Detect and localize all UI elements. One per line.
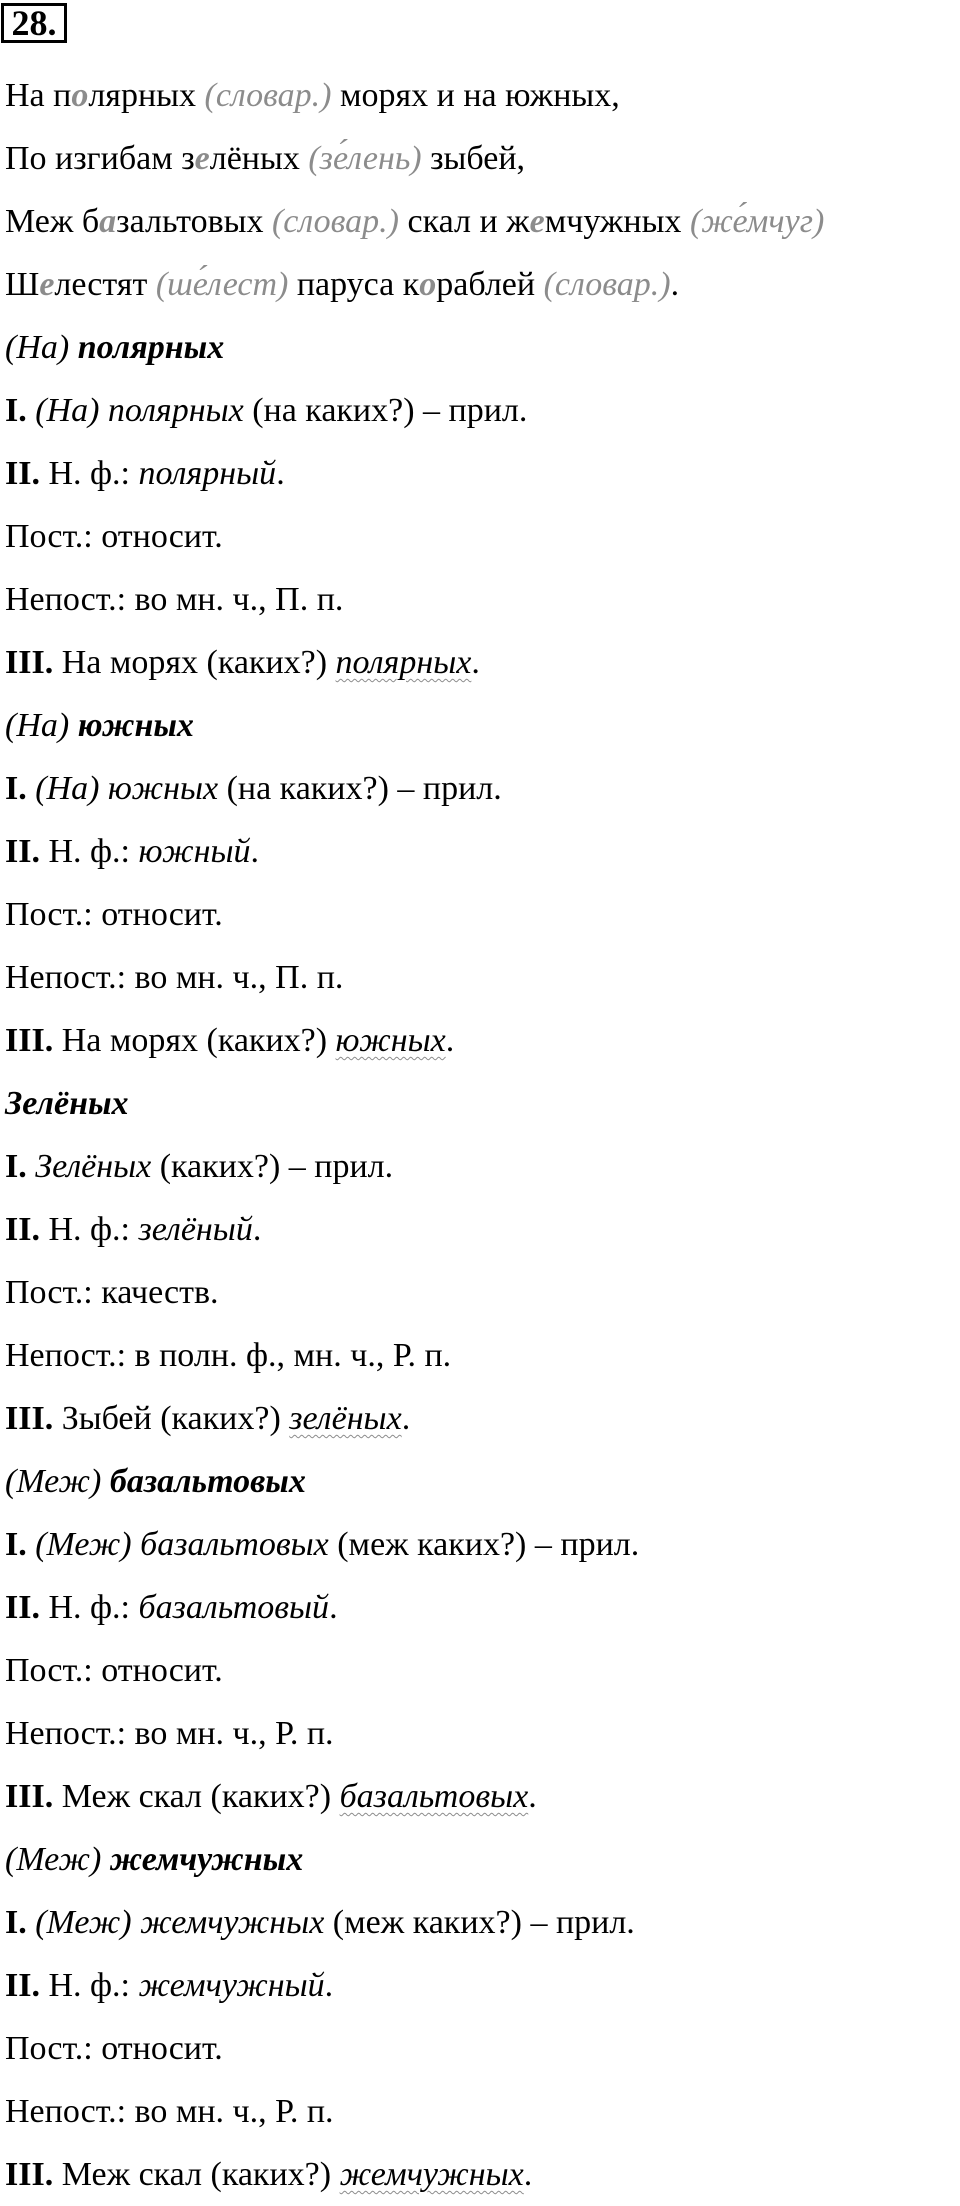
step-word: (Меж) жемчужных [35, 1904, 325, 1941]
step-label: I. [5, 770, 27, 807]
poem-text: лярных [88, 77, 196, 114]
step-label: I. [5, 392, 27, 429]
task-number-box: 28. [1, 3, 67, 43]
step-text: (меж каких?) – прил. [332, 1904, 635, 1941]
poem-text: зальтовых [116, 203, 264, 240]
parse-step-2: II. Н. ф.: зелёный. [5, 1211, 262, 1248]
heading-prefix: (Меж) [5, 1841, 102, 1878]
poem-text: зыбей, [430, 140, 526, 177]
step-text: (каких?) – прил. [159, 1148, 394, 1185]
step-text: На морях (каких?) [61, 1022, 328, 1059]
highlighted-vowel: о [71, 77, 89, 114]
step-text: (на каких?) – прил. [226, 770, 502, 807]
check-note: (словар.) [543, 266, 671, 303]
heading-prefix: (На) [5, 707, 70, 744]
heading-prefix: (На) [5, 329, 70, 366]
step-text: Н. ф.: [48, 833, 130, 870]
highlighted-vowel: а [99, 203, 117, 240]
parse-nepost: Непост.: во мн. ч., Р. п. [5, 2093, 334, 2130]
parse-step-1 [5, 757, 960, 820]
step-label: II. [5, 1589, 40, 1626]
check-note: (словар.) [204, 77, 332, 114]
parse-step-1 [5, 1135, 960, 1198]
parse-heading [5, 694, 960, 757]
step-word: (Меж) базальтовых [35, 1526, 329, 1563]
heading-word: базальтовых [109, 1463, 306, 1500]
parse-nepost: Непост.: во мн. ч., П. п. [5, 581, 344, 618]
parse-step-2: II. Н. ф.: полярный. [5, 455, 285, 492]
highlighted-vowel: е [39, 266, 55, 303]
poem-text: лестят [54, 266, 148, 303]
highlighted-vowel: е [194, 140, 210, 177]
initial-form: южный [138, 833, 251, 870]
wavy-underlined-word: южных [335, 1022, 446, 1059]
check-note: (же́мчуг) [689, 203, 825, 240]
parse-step-3: III. Зыбей (каких?) зелёных. [5, 1400, 411, 1437]
poem-text: лёных [209, 140, 300, 177]
step-label: I. [5, 1904, 27, 1941]
poem-text: мчужных [544, 203, 682, 240]
step-text: Н. ф.: [48, 455, 130, 492]
step-label: II. [5, 455, 40, 492]
step-text: (на каких?) – прил. [252, 392, 528, 429]
poem-text: раблей [436, 266, 536, 303]
step-label: II. [5, 1967, 40, 2004]
heading-word: жемчужных [109, 1841, 304, 1878]
initial-form: жемчужный [138, 1967, 325, 2004]
heading-word: Зелёных [5, 1085, 129, 1122]
step-text: Зыбей (каких?) [61, 1400, 281, 1437]
parse-post: Пост.: относит. [5, 1652, 223, 1689]
check-note: (ше́лест) [155, 266, 289, 303]
heading-word: полярных [77, 329, 225, 366]
parse-step-3: III. Меж скал (каких?) базальтовых. [5, 1778, 537, 1815]
wavy-underlined-word: жемчужных [339, 2156, 524, 2193]
parse-step-3: III. На морях (каких?) южных. [5, 1022, 455, 1059]
step-label: I. [5, 1148, 27, 1185]
parse-nepost: Непост.: в полн. ф., мн. ч., Р. п. [5, 1337, 452, 1374]
poem-text: . [670, 266, 680, 303]
parse-step-3: III. Меж скал (каких?) жемчужных. [5, 2156, 533, 2193]
content [5, 64, 960, 2206]
poem-line-4 [5, 253, 960, 316]
wavy-underlined-word: базальтовых [339, 1778, 529, 1815]
parse-heading [5, 1450, 960, 1513]
poem-text: паруса к [296, 266, 420, 303]
highlighted-vowel: о [419, 266, 437, 303]
step-label: III. [5, 2156, 54, 2193]
poem-text: Меж б [5, 203, 100, 240]
step-label: III. [5, 1778, 54, 1815]
step-label: II. [5, 833, 40, 870]
step-text: Н. ф.: [48, 1211, 130, 1248]
initial-form: полярный [138, 455, 277, 492]
step-word: (На) полярных [35, 392, 244, 429]
parse-heading [5, 1072, 960, 1135]
parse-step-1 [5, 1891, 960, 1954]
parse-heading [5, 316, 960, 379]
poem-text: морях и на южных, [340, 77, 620, 114]
poem-line-1 [5, 64, 960, 127]
parse-step-2: II. Н. ф.: южный. [5, 833, 260, 870]
parse-nepost: Непост.: во мн. ч., П. п. [5, 959, 344, 996]
poem-text: Ш [5, 266, 40, 303]
highlighted-vowel: е [529, 203, 545, 240]
poem-text: скал и ж [407, 203, 530, 240]
parse-post: Пост.: относит. [5, 896, 223, 933]
parse-step-3: III. На морях (каких?) полярных. [5, 644, 480, 681]
initial-form: базальтовый [138, 1589, 330, 1626]
step-text: (меж каких?) – прил. [337, 1526, 640, 1563]
step-text: На морях (каких?) [61, 644, 328, 681]
heading-word: южных [77, 707, 194, 744]
step-text: Н. ф.: [48, 1589, 130, 1626]
initial-form: зелёный [138, 1211, 253, 1248]
step-label: III. [5, 644, 54, 681]
heading-prefix: (Меж) [5, 1463, 102, 1500]
parse-post: Пост.: относит. [5, 518, 223, 555]
parse-post: Пост.: качеств. [5, 1274, 219, 1311]
step-text: Меж скал (каких?) [61, 1778, 332, 1815]
parse-nepost: Непост.: во мн. ч., Р. п. [5, 1715, 334, 1752]
step-text: Меж скал (каких?) [61, 2156, 332, 2193]
parse-step-1 [5, 379, 960, 442]
wavy-underlined-word: полярных [335, 644, 472, 681]
poem-line-3 [5, 190, 960, 253]
check-note: (словар.) [271, 203, 399, 240]
parse-post: Пост.: относит. [5, 2030, 223, 2067]
poem-text: По изгибам з [5, 140, 195, 177]
step-text: Н. ф.: [48, 1967, 130, 2004]
check-note: (зе́лень) [308, 140, 422, 177]
step-word: (На) южных [35, 770, 219, 807]
parse-step-1 [5, 1513, 960, 1576]
poem-line-2 [5, 127, 960, 190]
step-label: III. [5, 1400, 54, 1437]
wavy-underlined-word: зелёных [289, 1400, 402, 1437]
step-word: Зелёных [35, 1148, 152, 1185]
step-label: III. [5, 1022, 54, 1059]
poem-text: На п [5, 77, 72, 114]
parse-step-2: II. Н. ф.: жемчужный. [5, 1967, 334, 2004]
parse-heading [5, 1828, 960, 1891]
step-label: I. [5, 1526, 27, 1563]
parse-step-2: II. Н. ф.: базальтовый. [5, 1589, 338, 1626]
step-label: II. [5, 1211, 40, 1248]
